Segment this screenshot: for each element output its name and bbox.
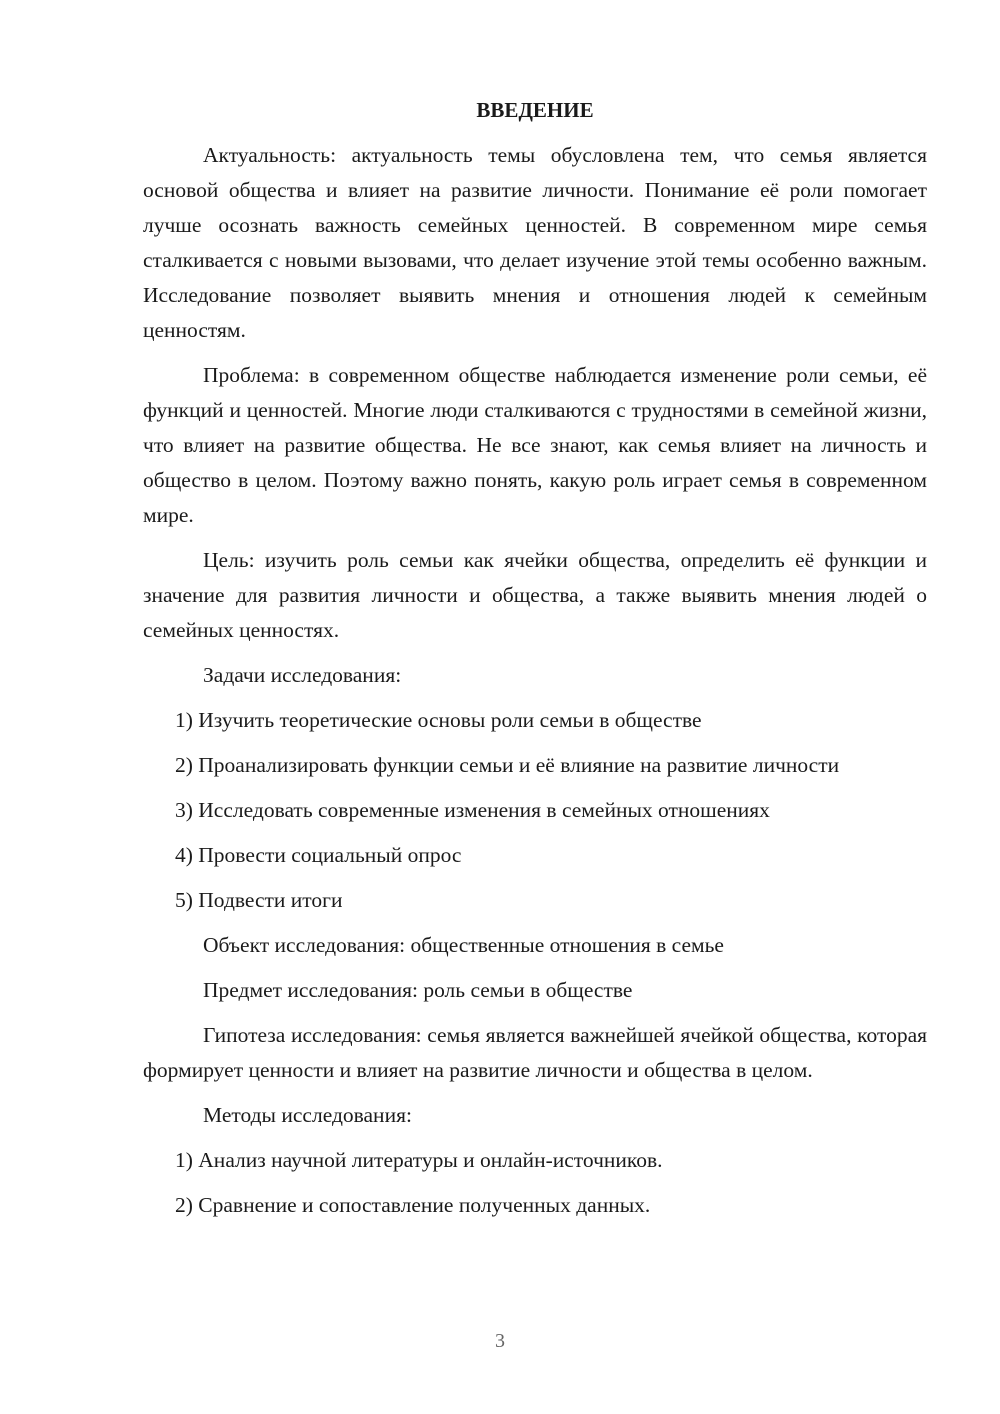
research-object: Объект исследования: общественные отношения в семье [203,933,724,957]
task-item-2: 2) Проанализировать функции семьи и её влияние на развитие личности [175,753,840,777]
research-hypothesis: Гипотеза исследования: семья является важнейшей ячейкой общества, которая формирует ценности и влияет на развитие личности и общества в целом. [143,1023,927,1082]
relevance-paragraph: Актуальность: актуальность темы обусловлена тем, что семья является основой общества и влияет на развитие личности. Понимание её роли помогает лучше осознать важность семейных ценностей. В современном мире семья сталкивается с новыми вызовами, что делает изучение этой темы особенно важным. Исследование позволяет выявить мнения и отношения людей к семейным ценностям. [143,143,927,342]
method-item-2: 2) Сравнение и сопоставление полученных данных. [175,1193,651,1217]
task-item-1: 1) Изучить теоретические основы роли семьи в обществе [175,708,702,732]
research-subject: Предмет исследования: роль семьи в обществе [203,978,633,1002]
task-item-3: 3) Исследовать современные изменения в семейных отношениях [175,798,770,822]
document-page [143,93,927,1233]
section-title: ВВЕДЕНИЕ [476,98,594,122]
method-item-1: 1) Анализ научной литературы и онлайн-источников. [175,1148,663,1172]
goal-paragraph: Цель: изучить роль семьи как ячейки общества, определить её функции и значение для развития личности и общества, а также выявить мнения людей о семейных ценностях. [143,548,927,642]
task-item-4: 4) Провести социальный опрос [175,843,462,867]
methods-heading: Методы исследования: [203,1103,412,1127]
task-item-5: 5) Подвести итоги [175,888,343,912]
tasks-heading: Задачи исследования: [203,663,402,687]
page-number: 3 [495,1330,505,1352]
problem-paragraph: Проблема: в современном обществе наблюдается изменение роли семьи, её функций и ценностей. Многие люди сталкиваются с трудностями в семейной жизни, что влияет на развитие общества. Не все знают, как семья влияет на личность и общество в целом. Поэтому важно понять, какую роль играет семья в современном мире. [143,363,927,527]
